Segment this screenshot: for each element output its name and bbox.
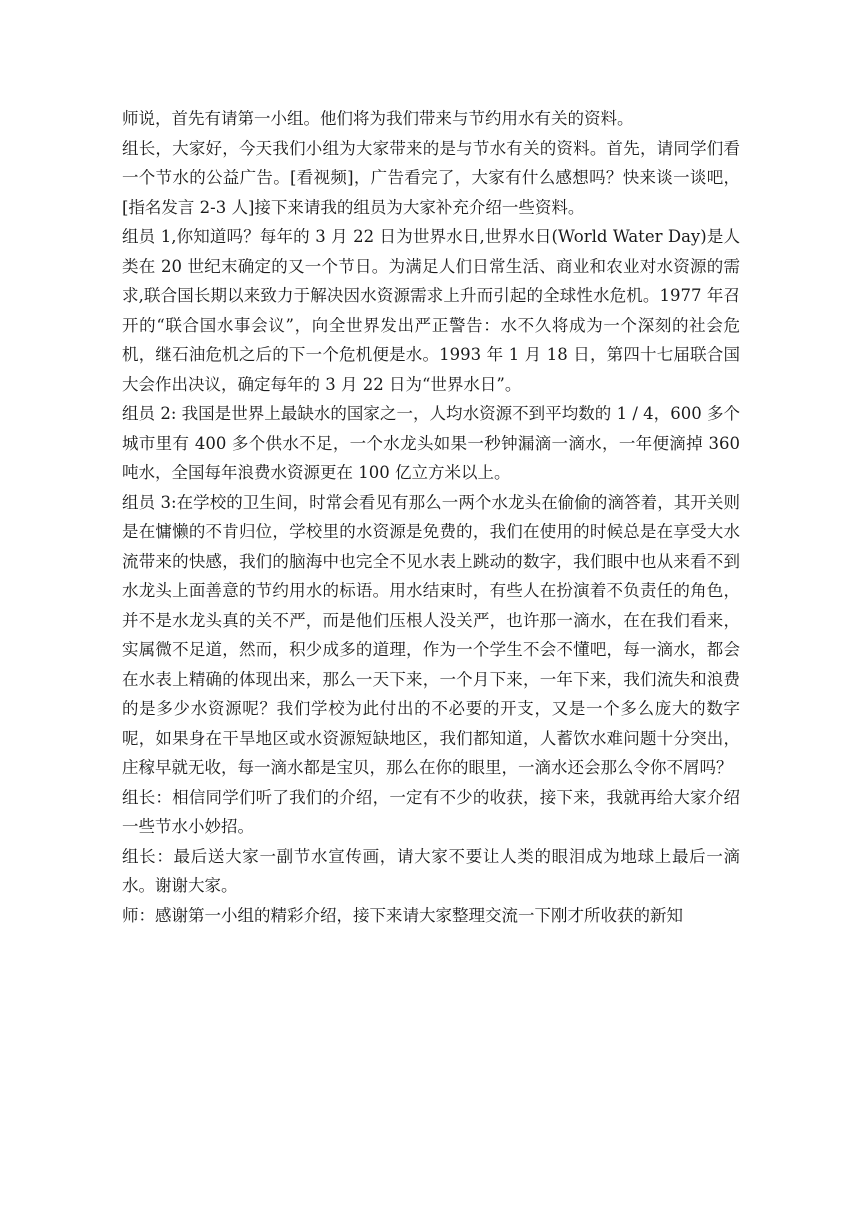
paragraph-teacher-wrapup: 师：感谢第一小组的精彩介绍，接下来请大家整理交流一下刚才所收获的新知 [122,905,683,925]
paragraph-leader-tips: 组长：相信同学们听了我们的介绍，一定有不少的收获，接下来，我就再给大家介绍一些节水小妙招。 [122,787,740,836]
paragraph-member-1: 组员 1,你知道吗？每年的 3 月 22 日为世界水日,世界水日(World Water Day)是人类在 20 世纪末确定的又一个节日。为满足人们日常生活、商业和农业对水资源的需求,联合国长期以来致力于解决因水资源需求上升而引起的全球性水危机。1977 年召开的“联合国水事会议”，向全世界发出严正警告：水不久将成为一个深刻的社会危机，继石油危机之后的下一个危机便是水。1993 年 1 月 18 日，第四十七届联合国大会作出决议，确定每年的 3 月 22 日为“世界水日”。 [122,227,740,394]
paragraph-leader-opening: 组长，大家好，今天我们小组为大家带来的是与节水有关的资料。首先，请同学们看一个节水的公益广告。[看视频]，广告看完了，大家有什么感想吗？快来谈一谈吧，[指名发言 2-3 人]接下来请我的组员为大家补充介绍一些资料。 [122,138,740,217]
paragraph-teacher-intro: 师说，首先有请第一小组。他们将为我们带来与节约用水有关的资料。 [122,109,634,128]
paragraph-member-2: 组员 2: 我国是世界上最缺水的国家之一，人均水资源不到平均数的 1 / 4，600 多个城市里有 400 多个供水不足，一个水龙头如果一秒钟漏滴一滴水，一年便滴掉 360 吨水，全国每年浪费水资源更在 100 亿立方米以上。 [122,404,740,482]
paragraph-member-3: 组员 3:在学校的卫生间，时常会看见有那么一两个水龙头在偷偷的滴答着，其开关则是在慵懒的不肯归位，学校里的水资源是免费的，我们在使用的时候总是在享受大水流带来的快感，我们的脑海中也完全不见水表上跳动的数字，我们眼中也从来看不到水龙头上面善意的节约用水的标语。用水结束时，有些人在扮演着不负责任的角色，并不是水龙头真的关不严，而是他们压根人没关严，也许那一滴水，在在我们看来，实属微不足道，然而，积少成多的道理，作为一个学生不会不懂吧，每一滴水，都会在水表上精确的体现出来，那么一天下来，一个月下来，一年下来，我们流失和浪费的是多少水资源呢？我们学校为此付出的不必要的开支，又是一个多么庞大的数字呢，如果身在干旱地区或水资源短缺地区，我们都知道，人蓄饮水难问题十分突出，庄稼早就无收，每一滴水都是宝贝，那么在你的眼里，一滴水还会那么令你不屑吗？ [122,492,740,777]
document-body [122,104,740,930]
paragraph-leader-closing: 组长：最后送大家一副节水宣传画，请大家不要让人类的眼泪成为地球上最后一滴水。谢谢大家。 [122,846,740,895]
